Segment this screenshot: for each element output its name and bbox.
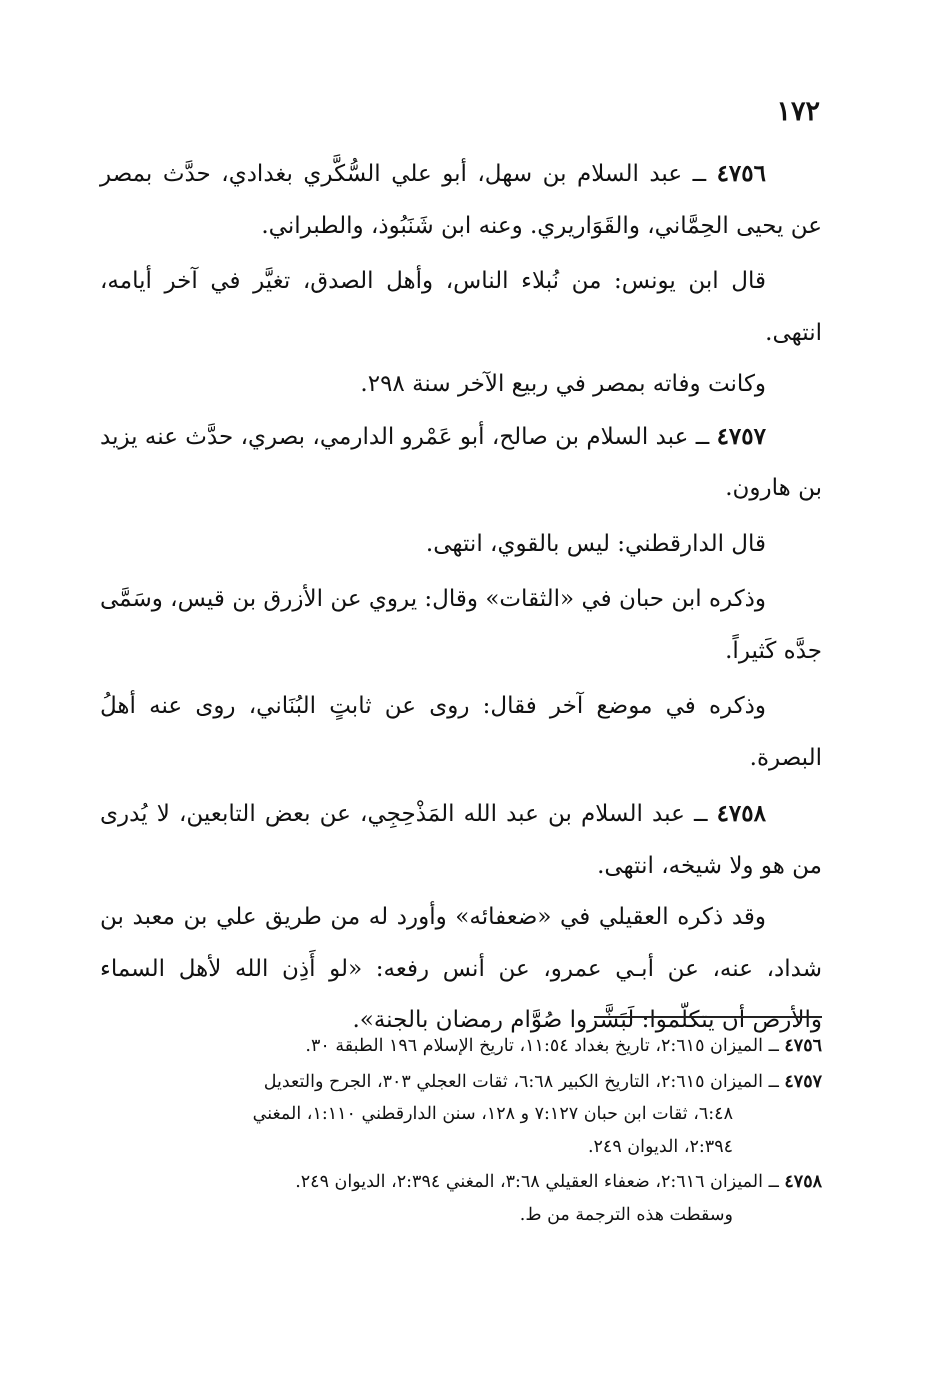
entry-4758-heading-paragraph: ٤٧٥٨ ــ عبد السلام بن عبد الله المَذْحِجِي، عن بعض التابعين، لا يُدرى من هو ولا شيخه، انتهى. (100, 800, 822, 879)
entry-paragraph: وكانت وفاته بمصر في ربيع الآخر سنة ٢٩٨. (360, 371, 766, 397)
entry-4756-heading-paragraph: ٤٧٥٦ ــ عبد السلام بن سهل، أبو علي السُّكَّري بغدادي، حدَّث بمصر عن يحيى الحِمَّاني، والقَوَاريري. وعنه ابن شَنَبُوذ، والطبراني. (100, 160, 822, 239)
footnote-line: ٤٧٥٨ ــ الميزان ٢:٦١٦، ضعفاء العقيلي ٣:٦٨، المغني ٢:٣٩٤، الديوان ٢٤٩. (295, 1172, 822, 1192)
footnote-text: الميزان ٢:٦١٥، التاريخ الكبير ٦:٦٨، ثقات العجلي ٣٠٣، الجرح والتعديل (263, 1071, 763, 1092)
entry-paragraph: وقد ذكره العقيلي في «ضعفائه» وأورد له من طريق علي بن معبد بن شداد، عنه، عن أبـي عمرو، عن أنس رفعه: «لو أَذِن الله لأهل السماء والأرض أن يتكلّموا: لَبَشَّروا صُوَّام رمضان بالجنة». (100, 904, 822, 1033)
footnote-line: ٤٧٥٧ ــ الميزان ٢:٦١٥، التاريخ الكبير ٦:٦٨، ثقات العجلي ٣٠٣، الجرح والتعديل (263, 1071, 822, 1092)
footnote-number: ٤٧٥٨ (784, 1172, 822, 1192)
footnotes (100, 1030, 822, 1231)
entry-number: ٤٧٥٦ (716, 160, 766, 187)
footnote-number: ٤٧٥٧ (784, 1071, 822, 1092)
footnote-text: الميزان ٢:٦١٥، تاريخ بغداد ١١:٥٤، تاريخ الإسلام ١٩٦ الطبقة ٣٠. (305, 1036, 763, 1056)
entry-text: عبد السلام بن سهل، أبو علي السُّكَّري بغدادي، حدَّث بمصر عن يحيى الحِمَّاني، والقَوَاريري. وعنه ابن شَنَبُوذ، والطبراني. (100, 161, 822, 239)
footnote-separator (594, 1016, 822, 1018)
entry-text: عبد السلام بن صالح، أبو عَمْرو الدارمي، بصري، حدَّث عنه يزيد بن هارون. (100, 423, 822, 501)
footnote-text: الميزان ٢:٦١٦، ضعفاء العقيلي ٣:٦٨، المغني ٢:٣٩٤، الديوان ٢٤٩. (295, 1172, 763, 1192)
footnote-4757 (100, 1066, 822, 1164)
entry-paragraph: قال ابن يونس: من نُبلاء الناس، وأهل الصدق، تغيَّر في آخر أيامه، انتهى. (100, 268, 822, 346)
footnote-line: ٤٧٥٦ ــ الميزان ٢:٦١٥، تاريخ بغداد ١١:٥٤، تاريخ الإسلام ١٩٦ الطبقة ٣٠. (305, 1036, 822, 1056)
entry-paragraph: وذكره في موضع آخر فقال: روى عن ثابتٍ البُنَاني، روى عنه أهلُ البصرة. (100, 693, 822, 771)
footnote-4758 (100, 1166, 822, 1231)
footnote-number: ٤٧٥٦ (784, 1036, 822, 1056)
entry-number: ٤٧٥٧ (716, 422, 766, 450)
page-number: ١٧٢ (776, 96, 820, 127)
footnote-line: ٦:٤٨، ثقات ابن حبان ٧:١٢٧ و ١٢٨، سنن الدارقطني ١:١١٠، المغني (252, 1104, 733, 1124)
footnote-line: ٢:٣٩٤، الديوان ٢٤٩. (587, 1136, 733, 1157)
entry-number: ٤٧٥٨ (716, 800, 766, 827)
entry-4757-heading-paragraph: ٤٧٥٧ ــ عبد السلام بن صالح، أبو عَمْرو الدارمي، بصري، حدَّث عنه يزيد بن هارون. (100, 422, 822, 501)
main-text (100, 148, 822, 1047)
footnote-4756 (100, 1030, 822, 1063)
footnote-line: وسقطت هذه الترجمة من ط. (519, 1204, 733, 1225)
entry-paragraph: قال الدارقطني: ليس بالقوي، انتهى. (425, 530, 766, 557)
entry-text: عبد السلام بن عبد الله المَذْحِجِي، عن بعض التابعين، لا يُدرى من هو ولا شيخه، انتهى. (100, 801, 822, 879)
entry-paragraph: وذكره ابن حبان في «الثقات» وقال: يروي عن الأزرق بن قيس، وسَمَّى جدَّه كَثيراً. (100, 586, 822, 664)
